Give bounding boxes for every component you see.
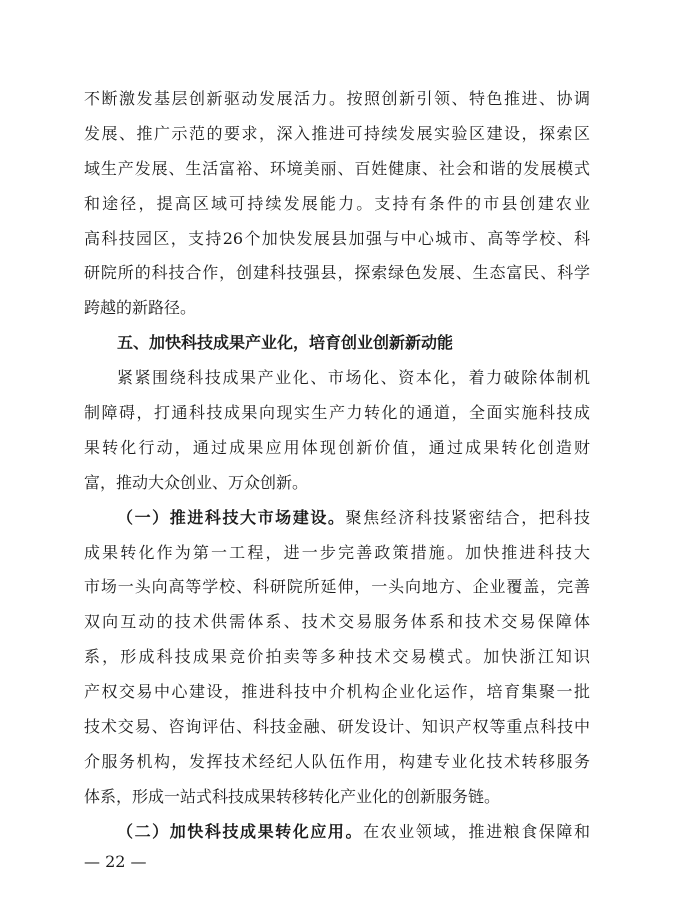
subsection-heading: （二）加快科技成果转化应用。 (117, 821, 364, 841)
paragraph-text: 在农业领域，推进粮食保障和 (363, 821, 590, 841)
paragraph-line: 富，推动大众创业、万众创新。 (84, 472, 309, 492)
paragraph-line: 制障碍，打通科技成果向现实生产力转化的通道，全面实施科技成 (84, 403, 590, 423)
paragraph-line: 紧紧围绕科技成果产业化、市场化、资本化，着力破除体制机 (117, 368, 590, 388)
paragraph-line: 跨越的新路径。 (84, 298, 197, 318)
paragraph-line (84, 501, 590, 536)
document-body (84, 82, 590, 850)
paragraph-line: 成果转化作为第一工程，进一步完善政策措施。加快推进科技大 (84, 542, 590, 562)
paragraph-line: 果转化行动，通过成果应用体现创新价值，通过成果转化创造财 (84, 437, 590, 457)
section-heading: 五、加快科技成果产业化，培育创业创新新动能 (117, 333, 454, 353)
paragraph-line: 双向互动的技术供需体系、技术交易服务体系和技术交易保障体 (84, 612, 590, 632)
paragraph-line: 产权交易中心建设，推进科技中介机构企业化运作，培育集聚一批 (84, 682, 590, 702)
paragraph-line: 市场一头向高等学校、科研院所延伸，一头向地方、企业覆盖，完善 (84, 577, 590, 597)
paragraph-line: 不断激发基层创新驱动发展活力。按照创新引领、特色推进、协调 (84, 89, 590, 108)
subsection-heading: （一）推进科技大市场建设。 (117, 507, 346, 527)
paragraph-line: 域生产发展、生活富裕、环境美丽、百姓健康、社会和谐的发展模式 (84, 158, 590, 178)
paragraph-line: 高科技园区，支持26个加快发展县加强与中心城市、高等学校、科 (84, 228, 590, 248)
paragraph-line: 和途径，提高区域可持续发展能力。支持有条件的市县创建农业 (84, 193, 590, 213)
paragraph-line: 介服务机构，发挥技术经纪人队伍作用，构建专业化技术转移服务 (84, 751, 590, 771)
paragraph-line: 技术交易、咨询评估、科技金融、研发设计、知识产权等重点科技中 (84, 717, 590, 737)
paragraph-line: 研院所的科技合作，创建科技强县，探索绿色发展、生态富民、科学 (84, 263, 590, 283)
page-number: — 22 — (84, 852, 147, 871)
paragraph-text: 聚焦经济科技紧密结合，把科技 (345, 507, 590, 527)
paragraph-line: 发展、推广示范的要求，深入推进可持续发展实验区建设，探索区 (84, 123, 590, 143)
paragraph-line (84, 815, 590, 850)
paragraph-line: 系，形成科技成果竞价拍卖等多种技术交易模式。加快浙江知识 (84, 647, 590, 667)
paragraph-line: 体系，形成一站式科技成果转移转化产业化的创新服务链。 (84, 786, 501, 806)
